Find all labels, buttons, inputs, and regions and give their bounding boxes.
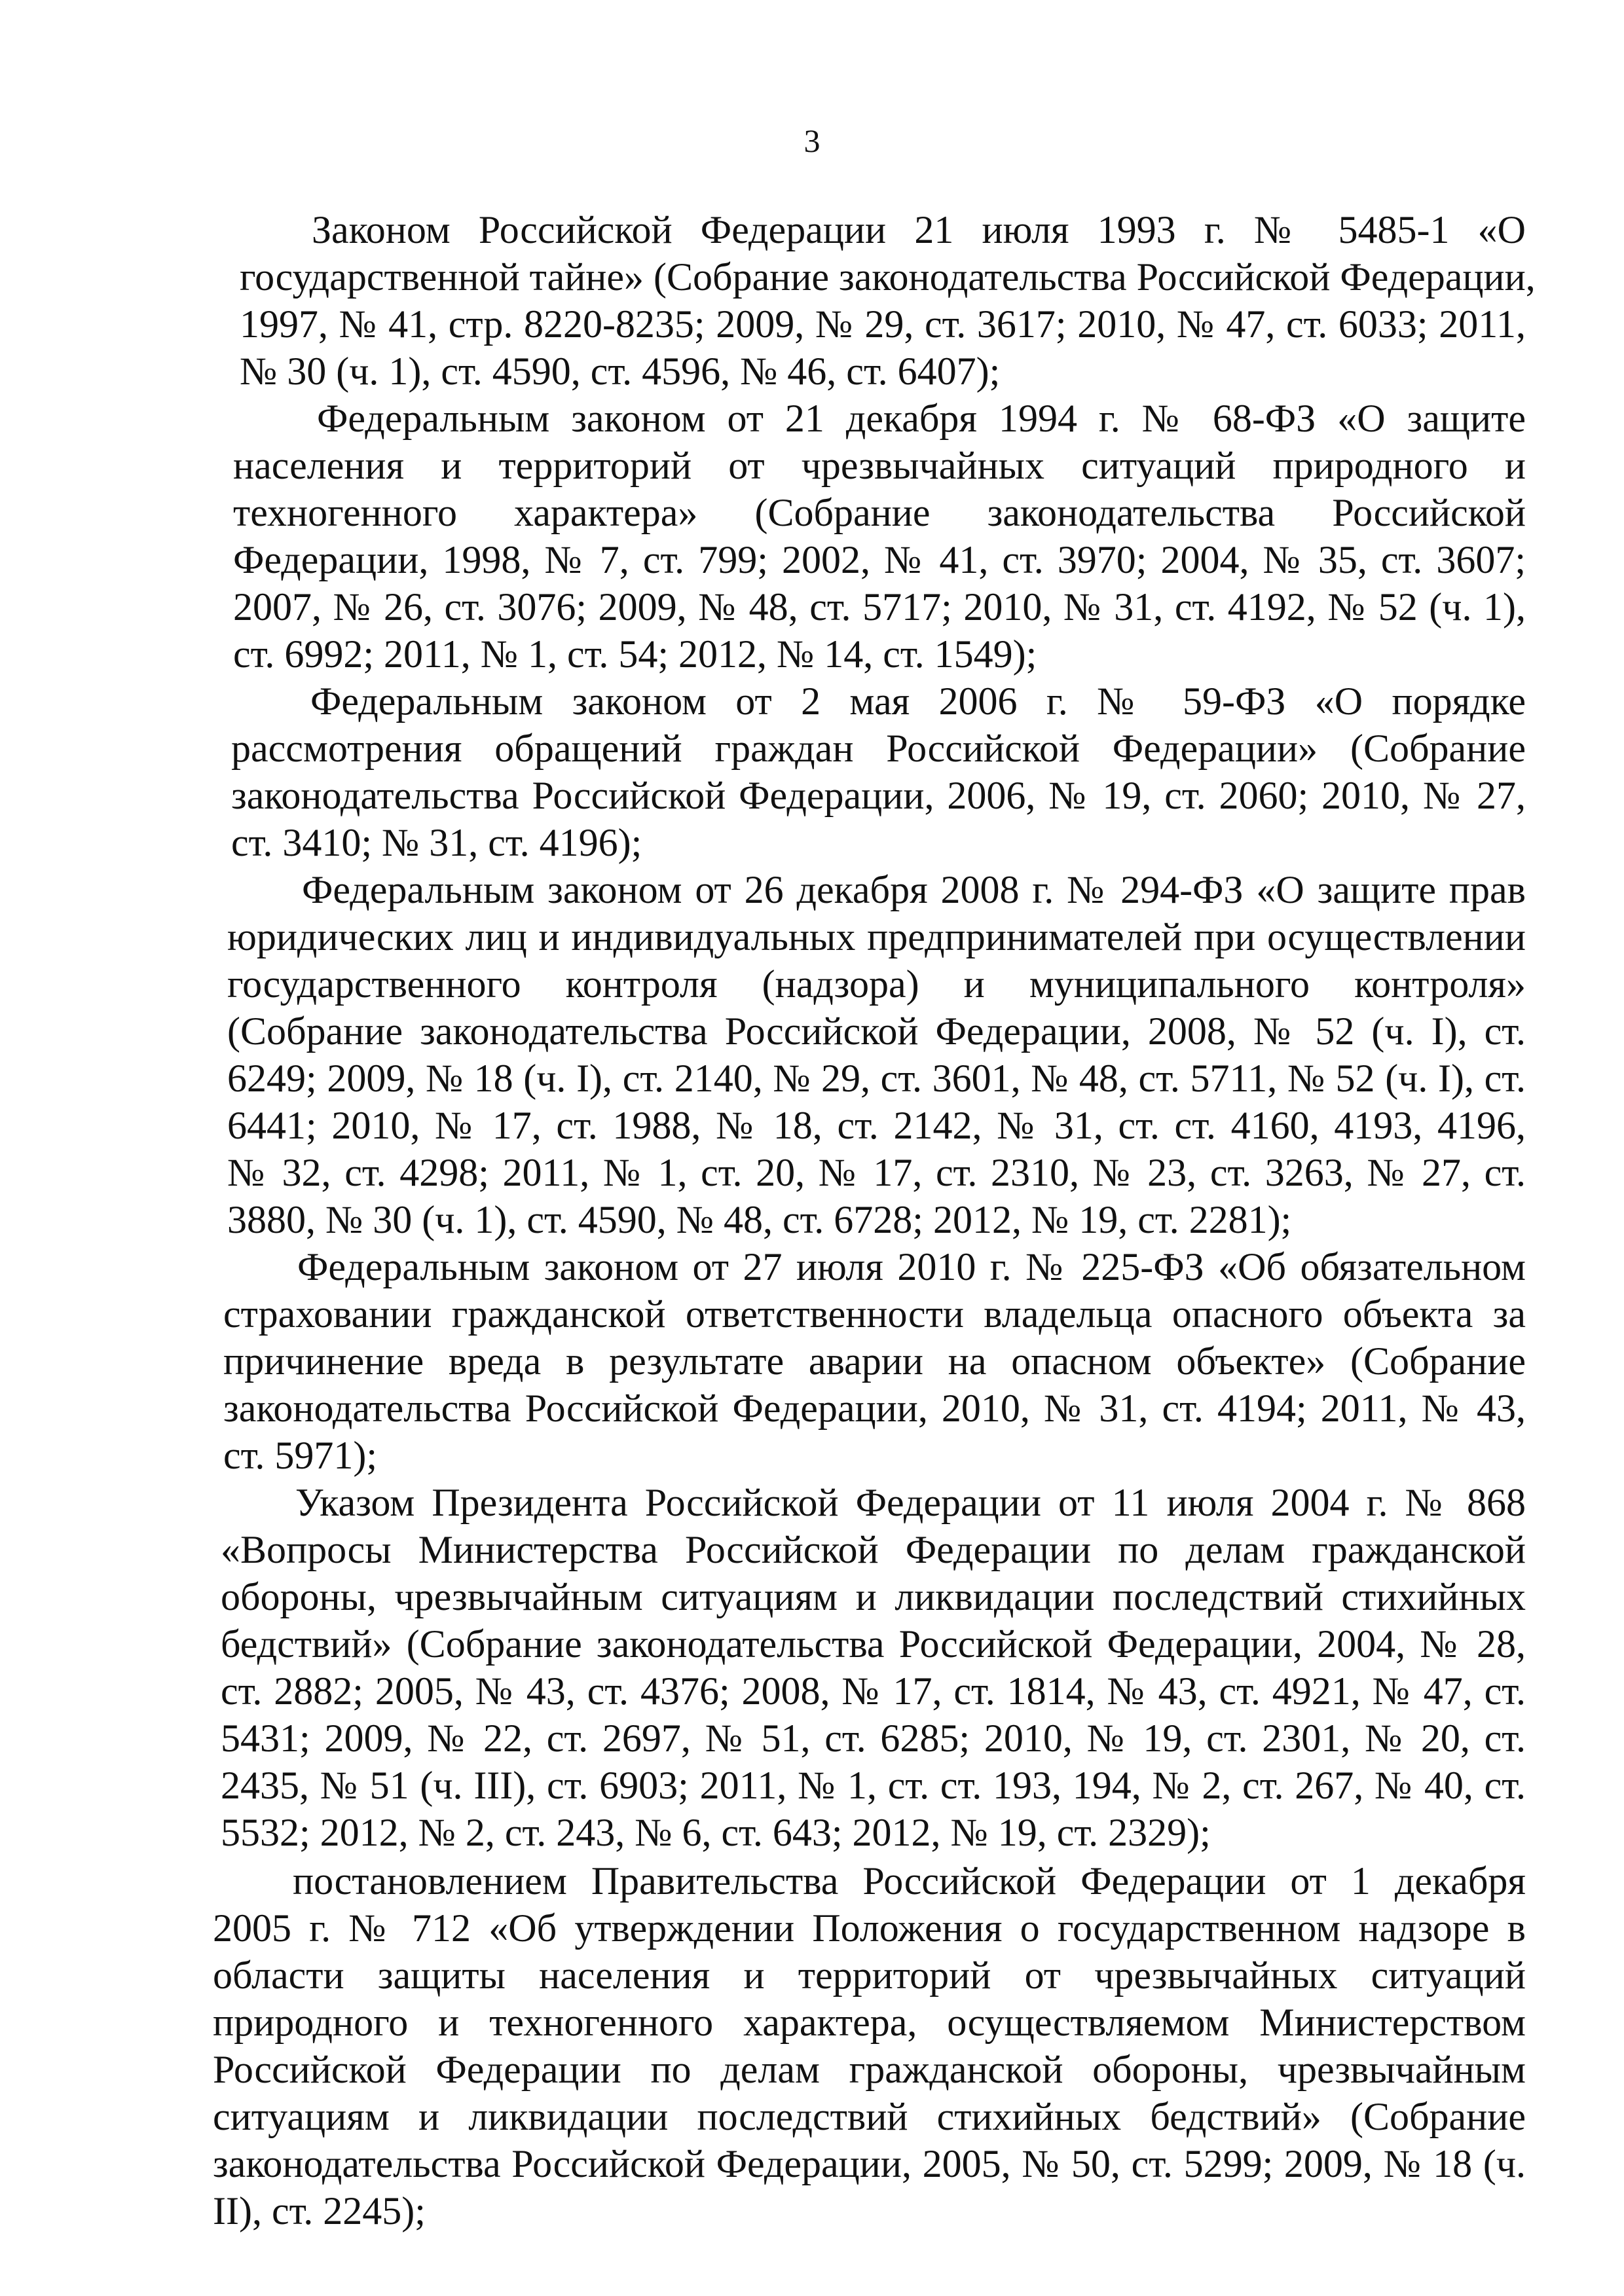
text-line: страховании гражданской ответственности владельца опасного объекта за xyxy=(223,1292,1526,1336)
paragraph-federal-law-59 xyxy=(231,678,1526,866)
text-line: 6249; 2009, № 18 (ч. I), ст. 2140, № 29, ст. 3601, № 48, ст. 5711, № 52 (ч. I), ст. xyxy=(227,1057,1526,1100)
text-line: техногенного характера» (Собрание законодательства Российской xyxy=(233,491,1526,534)
text-line: юридических лиц и индивидуальных предпринимателей при осуществлении xyxy=(227,915,1526,958)
text-line: ст. 6992; 2011, № 1, ст. 54; 2012, № 14, ст. 1549); xyxy=(233,632,1037,676)
text-line: законодательства Российской Федерации, 2006, № 19, ст. 2060; 2010, № 27, xyxy=(231,774,1526,817)
text-line: 1997, № 41, стр. 8220-8235; 2009, № 29, ст. 3617; 2010, № 47, ст. 6033; 2011, xyxy=(240,302,1526,346)
text-line: ситуациям и ликвидации последствий стихийных бедствий» (Собрание xyxy=(213,2095,1526,2138)
text-line: постановлением Правительства Российской Федерации от 1 декабря xyxy=(293,1859,1526,1903)
text-line: (Собрание законодательства Российской Федерации, 2008, № 52 (ч. I), ст. xyxy=(227,1010,1526,1053)
text-line: Федеральным законом от 2 мая 2006 г. № 59-ФЗ «О порядке xyxy=(310,680,1526,723)
paragraph-federal-law-225 xyxy=(223,1243,1526,1479)
paragraph-law-state-secret xyxy=(240,206,1536,395)
paragraph-federal-law-294 xyxy=(227,866,1526,1243)
text-line: Российской Федерации по делам гражданской обороны, чрезвычайным xyxy=(213,2048,1526,2091)
text-line: № 32, ст. 4298; 2011, № 1, ст. 20, № 17, ст. 2310, № 23, ст. 3263, № 27, ст. xyxy=(227,1151,1526,1194)
text-line: Федерации, 1998, № 7, ст. 799; 2002, № 41, ст. 3970; 2004, № 35, ст. 3607; xyxy=(233,538,1526,581)
text-line: 3880, № 30 (ч. 1), ст. 4590, № 48, ст. 6728; 2012, № 19, ст. 2281); xyxy=(227,1198,1292,1241)
text-line: государственной тайне» (Собрание законодательства Российской Федерации, xyxy=(240,255,1536,299)
text-line: 2007, № 26, ст. 3076; 2009, № 48, ст. 5717; 2010, № 31, ст. 4192, № 52 (ч. 1), xyxy=(233,585,1526,629)
text-line: ст. 5971); xyxy=(223,1434,377,1477)
text-line: обороны, чрезвычайным ситуациям и ликвидации последствий стихийных xyxy=(221,1575,1526,1618)
text-line: Законом Российской Федерации 21 июля 1993 г. № 5485-1 «О xyxy=(312,208,1526,251)
text-line: 2435, № 51 (ч. III), ст. 6903; 2011, № 1, ст. ст. 193, 194, № 2, ст. 267, № 40, ст. xyxy=(221,1764,1526,1807)
text-line: II), ст. 2245); xyxy=(213,2189,426,2232)
text-line: природного и техногенного характера, осуществляемом Министерством xyxy=(213,2001,1526,2044)
text-line: ст. 2882; 2005, № 43, ст. 4376; 2008, № 17, ст. 1814, № 43, ст. 4921, № 47, ст. xyxy=(221,1669,1526,1713)
text-line: причинение вреда в результате аварии на опасном объекте» (Собрание xyxy=(223,1339,1526,1383)
text-line: бедствий» (Собрание законодательства Российской Федерации, 2004, № 28, xyxy=(221,1622,1526,1666)
text-line: 2005 г. № 712 «Об утверждении Положения о государственном надзоре в xyxy=(213,1906,1526,1950)
text-line: 6441; 2010, № 17, ст. 1988, № 18, ст. 2142, № 31, ст. ст. 4160, 4193, 4196, xyxy=(227,1104,1526,1147)
text-line: области защиты населения и территорий от чрезвычайных ситуаций xyxy=(213,1954,1526,1997)
text-line: 5431; 2009, № 22, ст. 2697, № 51, ст. 6285; 2010, № 19, ст. 2301, № 20, ст. xyxy=(221,1717,1526,1760)
text-line: «Вопросы Министерства Российской Федерации по делам гражданской xyxy=(221,1528,1526,1571)
paragraph-government-resolution-712 xyxy=(213,1857,1526,2234)
text-line: 5532; 2012, № 2, ст. 243, № 6, ст. 643; 2012, № 19, ст. 2329); xyxy=(221,1811,1211,1854)
text-line: Федеральным законом от 21 декабря 1994 г. № 68-ФЗ «О защите xyxy=(317,397,1526,440)
paragraph-presidential-decree-868 xyxy=(221,1479,1526,1856)
text-line: населения и территорий от чрезвычайных ситуаций природного и xyxy=(233,444,1526,487)
text-line: Федеральным законом от 27 июля 2010 г. № 225-ФЗ «Об обязательном xyxy=(297,1245,1526,1288)
text-line: законодательства Российской Федерации, 2005, № 50, ст. 5299; 2009, № 18 (ч. xyxy=(213,2142,1526,2185)
text-line: законодательства Российской Федерации, 2010, № 31, ст. 4194; 2011, № 43, xyxy=(223,1387,1526,1430)
text-line: ст. 3410; № 31, ст. 4196); xyxy=(231,821,642,864)
text-line: Указом Президента Российской Федерации от 11 июля 2004 г. № 868 xyxy=(295,1481,1526,1524)
text-line: государственного контроля (надзора) и муниципального контроля» xyxy=(227,962,1526,1006)
page-number: 3 xyxy=(803,122,821,159)
paragraph-federal-law-68 xyxy=(233,395,1526,678)
text-line: рассмотрения обращений граждан Российской Федерации» (Собрание xyxy=(231,727,1526,770)
text-line: Федеральным законом от 26 декабря 2008 г. № 294-ФЗ «О защите прав xyxy=(302,868,1526,911)
text-line: № 30 (ч. 1), ст. 4590, ст. 4596, № 46, ст. 6407); xyxy=(240,350,1001,393)
